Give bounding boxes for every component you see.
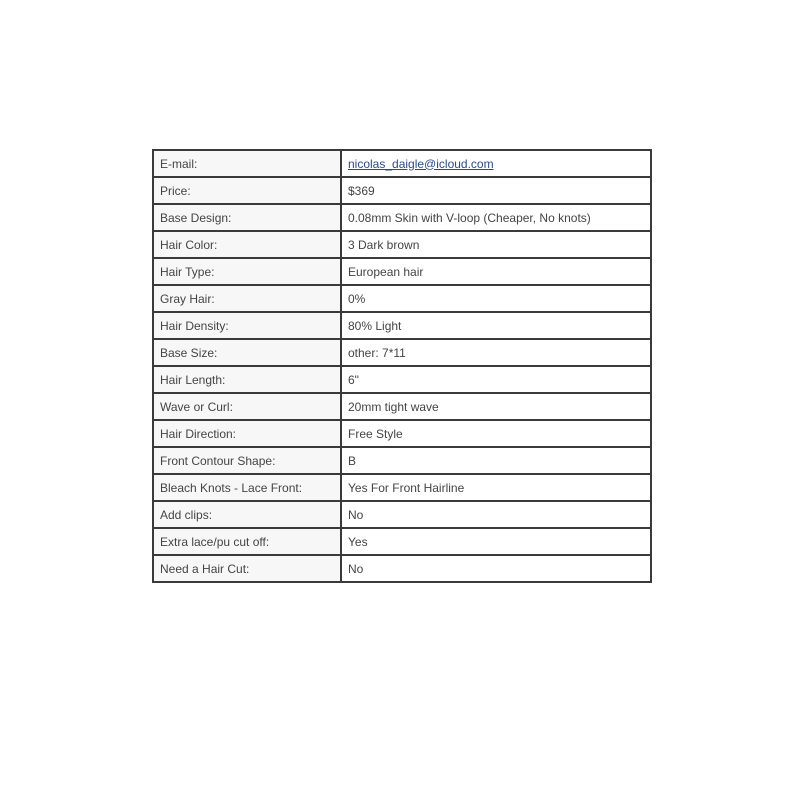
- field-label: Add clips:: [153, 501, 341, 528]
- order-details-body: [153, 150, 651, 582]
- field-value: 3 Dark brown: [341, 231, 651, 258]
- table-row: [153, 393, 651, 420]
- field-value: B: [341, 447, 651, 474]
- field-value: 20mm tight wave: [341, 393, 651, 420]
- table-row: [153, 231, 651, 258]
- field-value: $369: [341, 177, 651, 204]
- table-row: [153, 474, 651, 501]
- field-value: 0%: [341, 285, 651, 312]
- table-row: [153, 339, 651, 366]
- field-value: Yes: [341, 528, 651, 555]
- table-row: [153, 204, 651, 231]
- field-value: 0.08mm Skin with V-loop (Cheaper, No knots): [341, 204, 651, 231]
- field-value: other: 7*11: [341, 339, 651, 366]
- email-link[interactable]: nicolas_daigle@icloud.com: [348, 156, 494, 171]
- field-label: Base Design:: [153, 204, 341, 231]
- table-row: [153, 447, 651, 474]
- field-label: Hair Direction:: [153, 420, 341, 447]
- field-label: Hair Color:: [153, 231, 341, 258]
- field-value: 6": [341, 366, 651, 393]
- field-label: Price:: [153, 177, 341, 204]
- table-row: [153, 528, 651, 555]
- field-label: Hair Type:: [153, 258, 341, 285]
- field-label: Gray Hair:: [153, 285, 341, 312]
- field-label: Base Size:: [153, 339, 341, 366]
- field-label: Need a Hair Cut:: [153, 555, 341, 582]
- field-label: Extra lace/pu cut off:: [153, 528, 341, 555]
- field-label: Wave or Curl:: [153, 393, 341, 420]
- table-row: [153, 150, 651, 177]
- field-value: 80% Light: [341, 312, 651, 339]
- field-value: No: [341, 555, 651, 582]
- field-value: No: [341, 501, 651, 528]
- field-label: Front Contour Shape:: [153, 447, 341, 474]
- table-row: [153, 501, 651, 528]
- field-label: E-mail:: [153, 150, 341, 177]
- table-row: [153, 420, 651, 447]
- table-row: [153, 312, 651, 339]
- field-label: Hair Length:: [153, 366, 341, 393]
- field-value-cell: [341, 150, 651, 177]
- field-label: Hair Density:: [153, 312, 341, 339]
- field-label: Bleach Knots - Lace Front:: [153, 474, 341, 501]
- field-value: Yes For Front Hairline: [341, 474, 651, 501]
- table-row: [153, 258, 651, 285]
- table-row: [153, 285, 651, 312]
- field-value: Free Style: [341, 420, 651, 447]
- table-row: [153, 555, 651, 582]
- field-value: European hair: [341, 258, 651, 285]
- order-details-table: [152, 149, 652, 583]
- table-row: [153, 366, 651, 393]
- table-row: [153, 177, 651, 204]
